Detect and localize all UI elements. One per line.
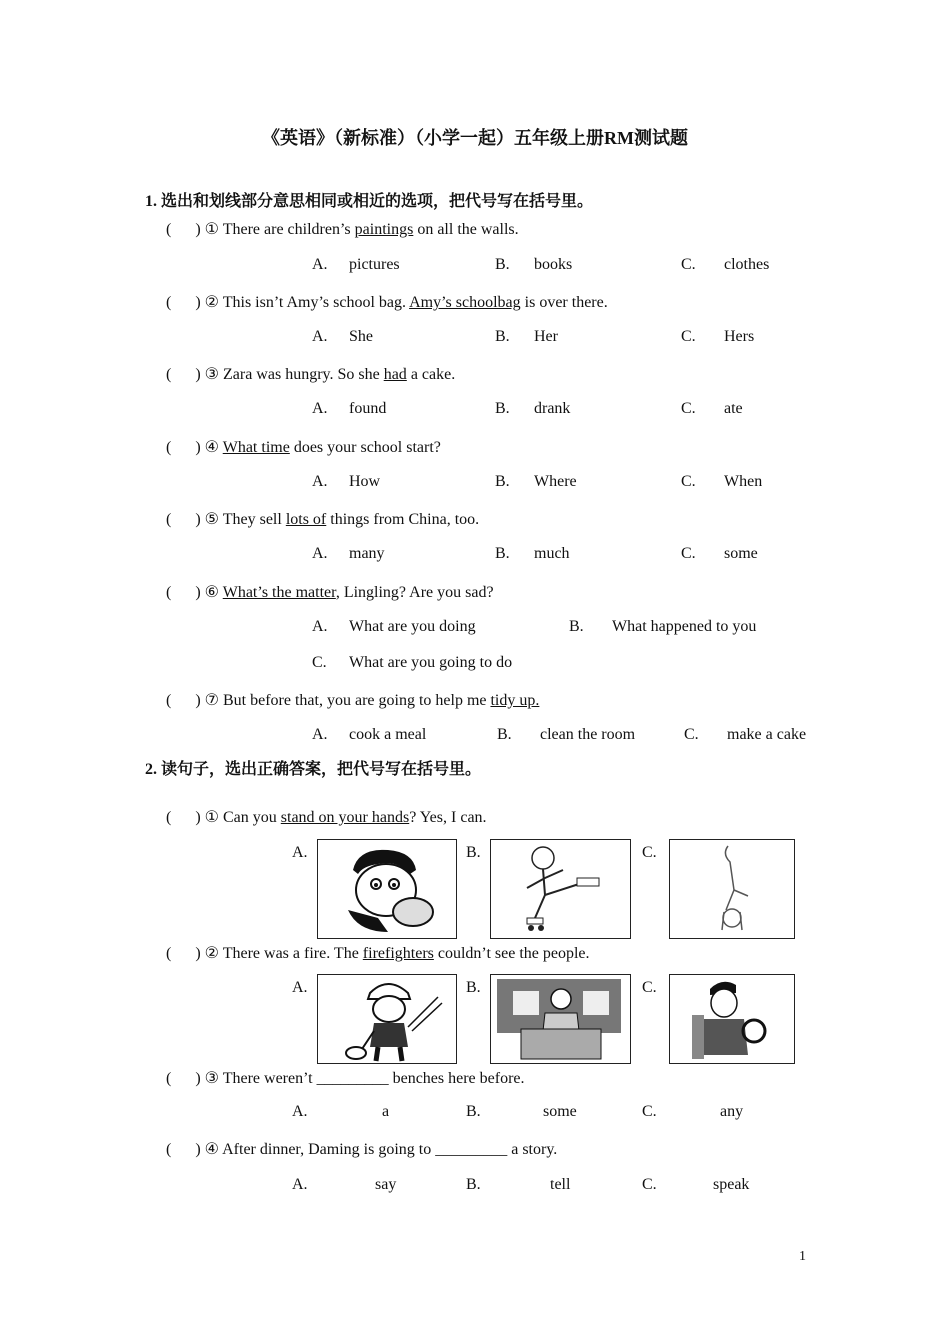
option-text: a — [382, 1103, 390, 1120]
option-label: C. — [312, 654, 327, 671]
question-text: Zara was hungry. So she — [223, 366, 384, 383]
question-1-1 — [166, 219, 519, 239]
option-label: B. — [466, 1103, 481, 1120]
option-label: A. — [312, 256, 328, 273]
option-text: How — [349, 473, 381, 490]
handstand-icon — [669, 839, 795, 939]
question-number: ③ — [204, 366, 219, 383]
option-label: B. — [497, 726, 512, 743]
option-text: When — [724, 473, 763, 490]
option-text: books — [534, 256, 573, 273]
option-label: B. — [569, 618, 584, 635]
question-text: There weren’t _________ benches here before. — [222, 1070, 525, 1087]
option-label: C. — [681, 400, 696, 417]
option-label: C. — [642, 979, 657, 996]
question-text: Can you — [223, 809, 281, 826]
answer-paren-open[interactable]: ( — [166, 439, 172, 456]
question-text: does your school start? — [289, 439, 441, 456]
option-label: A. — [312, 618, 328, 635]
answer-paren-close: ) — [195, 945, 201, 962]
underlined-phrase: had — [383, 366, 407, 383]
question-1-3 — [166, 364, 455, 384]
option-label: A. — [292, 979, 308, 996]
option-label: A. — [312, 328, 328, 345]
underlined-phrase: paintings — [354, 221, 414, 238]
option-text: any — [720, 1103, 744, 1120]
option-text: say — [375, 1176, 397, 1193]
question-text: But before that, you are going to help me — [223, 692, 491, 709]
underlined-phrase: tidy up. — [490, 692, 540, 709]
option-label: C. — [642, 1103, 657, 1120]
question-number: ① — [204, 809, 219, 826]
answer-paren-open[interactable]: ( — [166, 294, 172, 311]
answer-paren-close: ) — [195, 221, 201, 238]
option-label: B. — [495, 545, 510, 562]
roller-skater-icon — [490, 839, 631, 939]
option-text: found — [349, 400, 387, 417]
option-text: Her — [534, 328, 558, 345]
question-2-2 — [166, 943, 590, 963]
question-text: After dinner, Daming is going to _________ a story. — [222, 1141, 558, 1158]
option-label: B. — [495, 328, 510, 345]
question-number: ③ — [204, 1070, 219, 1087]
option-text: pictures — [349, 256, 400, 273]
option-label: C. — [681, 256, 696, 273]
question-text: This isn’t Amy’s school bag. — [222, 294, 410, 311]
question-number: ④ — [204, 439, 219, 456]
question-text: ? Yes, I can. — [409, 809, 487, 826]
question-text: on all the walls. — [413, 221, 519, 238]
option-label: A. — [312, 473, 328, 490]
option-label: C. — [681, 328, 696, 345]
option-text: some — [724, 545, 758, 562]
option-text: Where — [534, 473, 577, 490]
page-title: 《英语》（新标准）（小学一起）五年级上册RM测试题 — [262, 128, 688, 148]
answer-paren-close: ) — [195, 366, 201, 383]
option-label: B. — [495, 256, 510, 273]
option-text: She — [349, 328, 373, 345]
underlined-phrase: Amy’s schoolbag — [409, 294, 521, 311]
answer-paren-open[interactable]: ( — [166, 366, 172, 383]
option-text: speak — [713, 1176, 750, 1193]
answer-paren-open[interactable]: ( — [166, 809, 172, 826]
option-label: A. — [312, 400, 328, 417]
answer-paren-close: ) — [195, 692, 201, 709]
option-label: C. — [642, 844, 657, 861]
question-number: ② — [204, 945, 219, 962]
question-2-3 — [166, 1068, 525, 1088]
option-text: some — [543, 1103, 577, 1120]
option-label: A. — [292, 1176, 308, 1193]
answer-paren-open[interactable]: ( — [166, 584, 172, 601]
question-number: ⑦ — [204, 692, 219, 709]
answer-paren-open[interactable]: ( — [166, 945, 172, 962]
option-text: tell — [550, 1176, 571, 1193]
question-text: is over there. — [520, 294, 608, 311]
question-text: They sell — [222, 511, 286, 528]
option-text: Hers — [724, 328, 755, 345]
option-text: What are you doing — [349, 618, 476, 635]
answer-paren-open[interactable]: ( — [166, 221, 172, 238]
underlined-phrase: What time — [222, 439, 290, 456]
question-text: There are children’s — [222, 221, 355, 238]
option-label: B. — [466, 844, 481, 861]
option-label: B. — [466, 979, 481, 996]
option-text: clean the room — [540, 726, 636, 743]
question-number: ⑤ — [204, 511, 219, 528]
option-label: B. — [495, 473, 510, 490]
option-text: ate — [724, 400, 743, 417]
option-text: many — [349, 545, 385, 562]
question-text: a cake. — [406, 366, 456, 383]
answer-paren-open[interactable]: ( — [166, 511, 172, 528]
answer-paren-close: ) — [195, 584, 201, 601]
boy-eating-icon — [317, 839, 457, 939]
driver-icon — [669, 974, 795, 1064]
option-label: C. — [642, 1176, 657, 1193]
question-text: couldn’t see the people. — [433, 945, 590, 962]
question-1-4 — [166, 437, 441, 457]
option-text: cook a meal — [349, 726, 427, 743]
question-1-2 — [166, 292, 608, 312]
page-number: 1 — [799, 1249, 806, 1264]
section2-heading: 2. 读句子，选出正确答案，把代号写在括号里。 — [145, 761, 482, 778]
answer-paren-close: ) — [195, 809, 201, 826]
option-text: make a cake — [727, 726, 807, 743]
underlined-phrase: lots of — [285, 511, 327, 528]
option-label: A. — [312, 726, 328, 743]
option-label: A. — [312, 545, 328, 562]
option-label: B. — [466, 1176, 481, 1193]
question-text: things from China, too. — [326, 511, 480, 528]
option-label: C. — [684, 726, 699, 743]
answer-paren-close: ) — [195, 439, 201, 456]
option-text: What happened to you — [612, 618, 757, 635]
option-label: B. — [495, 400, 510, 417]
option-label: C. — [681, 545, 696, 562]
option-label: A. — [292, 1103, 308, 1120]
option-text: drank — [534, 400, 571, 417]
answer-paren-close: ) — [195, 511, 201, 528]
question-text: , Lingling? Are you sad? — [335, 584, 494, 601]
answer-paren-open[interactable]: ( — [166, 1141, 172, 1158]
answer-paren-open[interactable]: ( — [166, 692, 172, 709]
underlined-phrase: What’s the matter — [222, 584, 336, 601]
question-number: ② — [204, 294, 219, 311]
question-1-7 — [166, 690, 539, 710]
answer-paren-close: ) — [195, 1141, 201, 1158]
question-number: ⑥ — [204, 584, 219, 601]
underlined-phrase: firefighters — [362, 945, 434, 962]
answer-paren-close: ) — [195, 1070, 201, 1087]
question-1-6 — [166, 582, 494, 602]
answer-paren-close: ) — [195, 294, 201, 311]
option-text: clothes — [724, 256, 770, 273]
underlined-phrase: stand on your hands — [280, 809, 410, 826]
question-2-1 — [166, 807, 487, 827]
answer-paren-open[interactable]: ( — [166, 1070, 172, 1087]
option-label: A. — [292, 844, 308, 861]
firefighter-icon — [317, 974, 457, 1064]
option-text: What are you going to do — [349, 654, 513, 671]
question-text: There was a fire. The — [222, 945, 363, 962]
question-2-4 — [166, 1139, 557, 1159]
question-number: ① — [204, 221, 219, 238]
question-1-5 — [166, 509, 479, 529]
option-label: C. — [681, 473, 696, 490]
option-text: much — [534, 545, 570, 562]
section1-heading: 1. 选出和划线部分意思相同或相近的选项，把代号写在括号里。 — [145, 193, 594, 210]
question-number: ④ — [204, 1141, 219, 1158]
news-reporter-icon — [490, 974, 631, 1064]
